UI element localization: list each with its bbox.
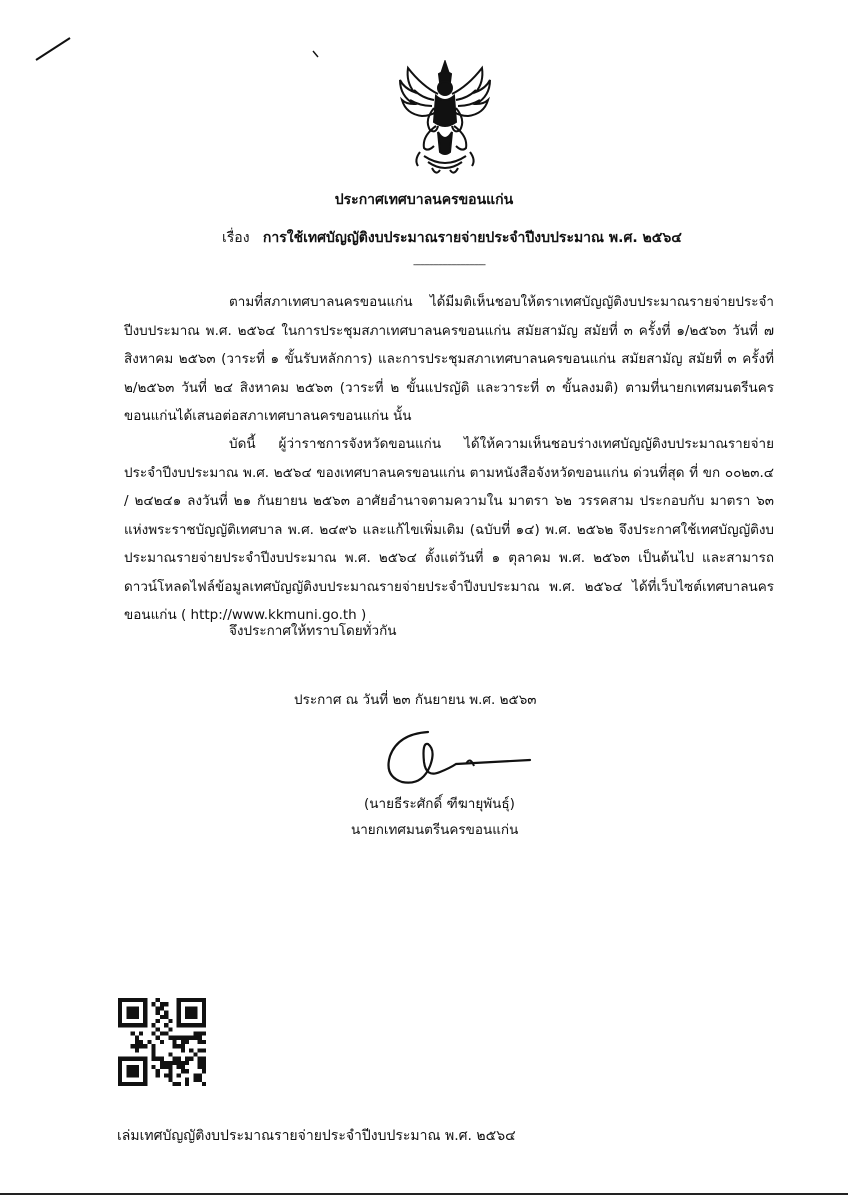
paragraph-2 <box>124 430 774 630</box>
signatory-name: (นายธีระศักดิ์ ฑีฆายุพันธุ์) <box>364 796 515 812</box>
closing-text: จึงประกาศให้ทราบโดยทั่วกัน <box>229 623 397 639</box>
announcement-date: ประกาศ ณ วันที่ ๒๓ กันยายน พ.ศ. ๒๕๖๓ <box>294 692 537 708</box>
handwritten-signature <box>370 726 550 796</box>
footer-caption: เล่มเทศบัญญัติงบประมาณรายจ่ายประจำปีงบประมาณ พ.ศ. ๒๕๖๔ <box>117 1128 516 1144</box>
subject-text: การใช้เทศบัญญัติงบประมาณรายจ่ายประจำปีงบประมาณ พ.ศ. ๒๕๖๔ <box>262 230 682 246</box>
subject-line <box>222 226 782 250</box>
scan-dot <box>310 48 322 60</box>
signatory-position: นายกเทศมนตรีนครขอนแก่น <box>351 822 519 838</box>
subject-label: เรื่อง <box>222 230 250 246</box>
paragraph-1 <box>124 288 774 431</box>
paragraph-2-text: บัดนี้ ผู้ว่าราชการจังหวัดขอนแก่น ได้ให้ความเห็นชอบร่างเทศบัญญัติงบประมาณรายจ่ายประจำปีงบประมาณ พ.ศ. ๒๕๖๔ ของเทศบาลนครขอนแก่น ตามหนังสือจังหวัดขอนแก่น ด่วนที่สุด ที่ ขก ๐๐๒๓.๔ / ๒๔๒๔๑ ลงวันที่ ๒๑ กันยายน ๒๕๖๓ อาศัยอำนาจตามความใน มาตรา ๖๒ วรรคสาม ประกอบกับ มาตรา ๖๓ แห่งพระราชบัญญัติเทศบาล พ.ศ. ๒๔๙๖ และแก้ไขเพิ่มเติม (ฉบับที่ ๑๔) พ.ศ. ๒๕๖๒ จึงประกาศใช้เทศบัญญัติงบประมาณรายจ่ายประจำปีงบประมาณ พ.ศ. ๒๕๖๔ ตั้งแต่วันที่ ๑ ตุลาคม พ.ศ. ๒๕๖๓ เป็นต้นไป และสามารถดาวน์โหลดไฟล์ข้อมูลเทศบัญญัติงบประมาณรายจ่ายประจำปีงบประมาณ พ.ศ. ๒๕๖๔ ได้ที่เว็บไซต์เทศบาลนครขอนแก่น ( http://www.kkmuni.go.th ) <box>124 436 774 623</box>
page-bottom-border <box>0 1193 848 1195</box>
document-title: ประกาศเทศบาลนครขอนแก่น <box>334 192 514 208</box>
garuda-emblem-icon <box>394 60 496 178</box>
scan-mark <box>30 34 80 66</box>
divider: -------------------------------- <box>413 260 485 270</box>
paragraph-1-text: ตามที่สภาเทศบาลนครขอนแก่น ได้มีมติเห็นชอบให้ตราเทศบัญญัติงบประมาณรายจ่ายประจำปีงบประมาณ พ.ศ. ๒๕๖๔ ในการประชุมสภาเทศบาลนครขอนแก่น สมัยสามัญ สมัยที่ ๓ ครั้งที่ ๑/๒๕๖๓ วันที่ ๗ สิงหาคม ๒๕๖๓ (วาระที่ ๑ ขั้นรับหลักการ) และการประชุมสภาเทศบาลนครขอนแก่น สมัยสามัญ สมัยที่ ๓ ครั้งที่ ๒/๒๕๖๓ วันที่ ๒๔ สิงหาคม ๒๕๖๓ (วาระที่ ๒ ขั้นแปรญัติ และวาระที่ ๓ ขั้นลงมติ) ตามที่นายกเทศมนตรีนครขอนแก่นได้เสนอต่อสภาเทศบาลนครขอนแก่น นั้น <box>124 294 774 424</box>
qr-code[interactable] <box>118 998 206 1086</box>
